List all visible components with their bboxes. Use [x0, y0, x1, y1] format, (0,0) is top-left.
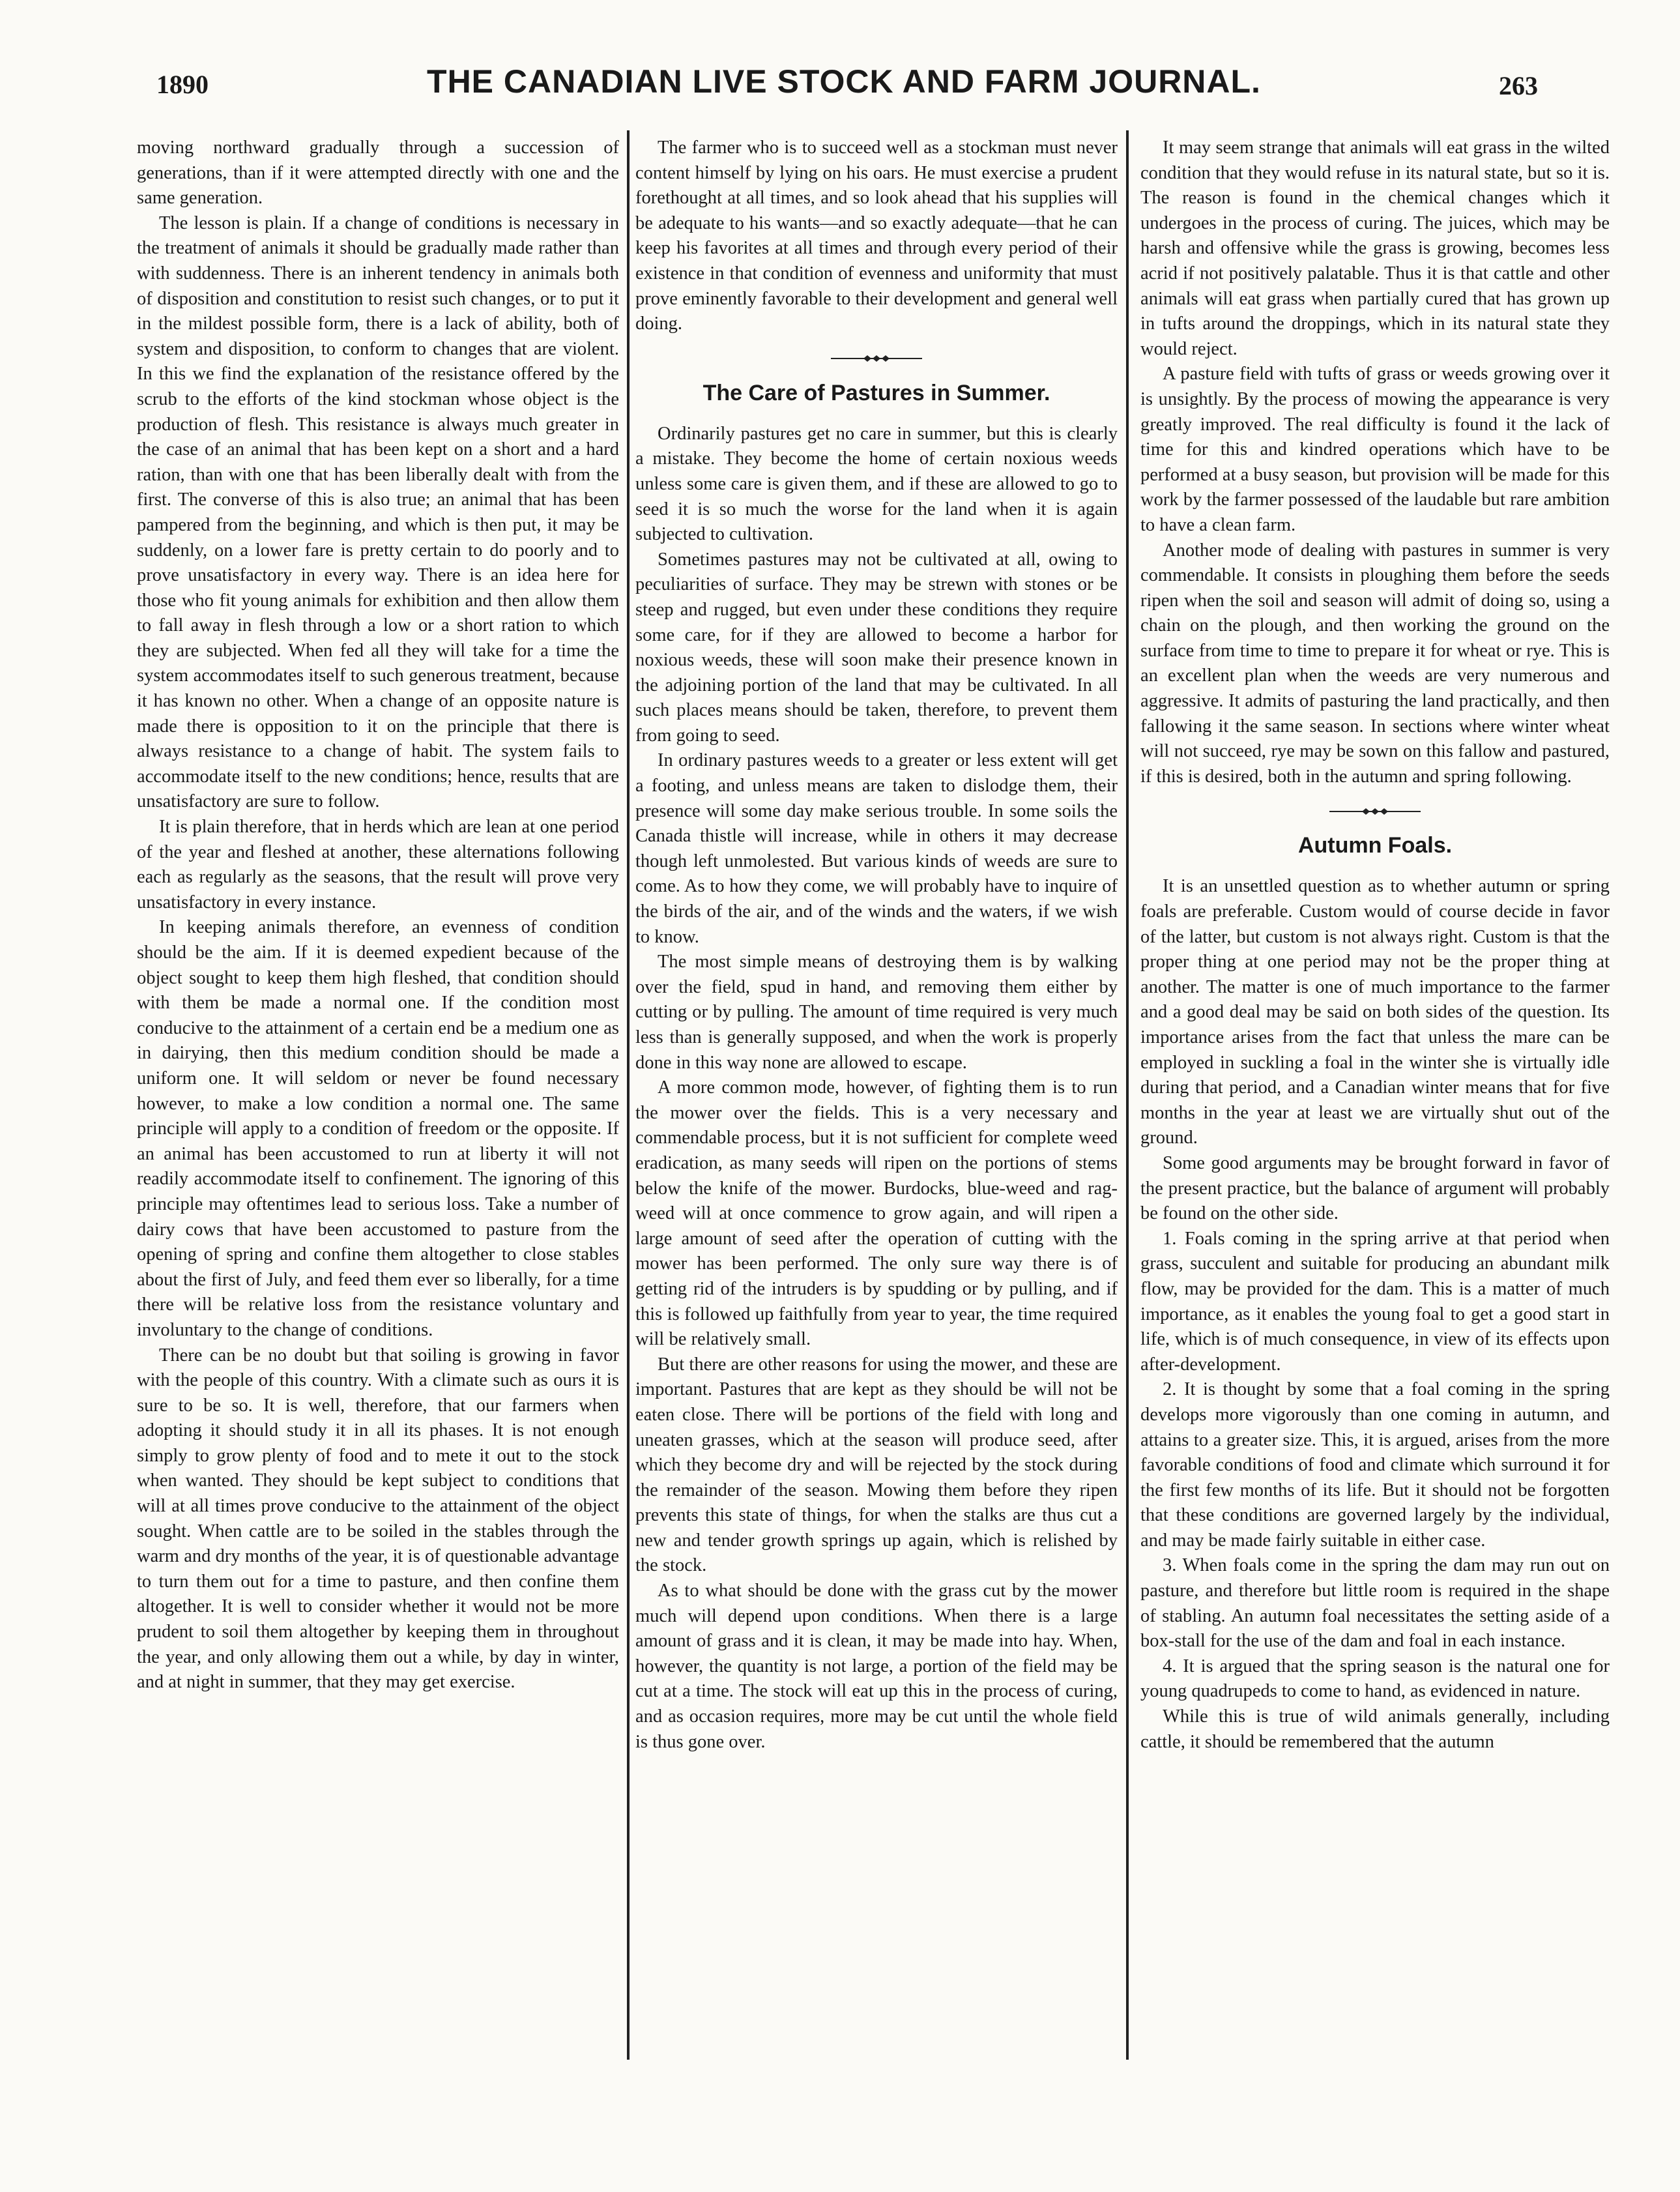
column-2 — [635, 136, 1118, 1755]
page-year: 1890 — [156, 70, 209, 99]
divider-ornament-icon — [831, 354, 922, 363]
paragraph: Sometimes pastures may not be cultivated at all, owing to peculiarities of surface. They may be strewn with stones or be steep and rugged, but even under these conditions they require some care, for if they are allowed to become a harbor for noxious weeds, these will soon make their presence known in the adjoining portion of the land that may be cultivated. In all such places means should be taken, therefore, to prevent them from going to seed. — [635, 549, 1118, 746]
paragraph: In ordinary pastures weeds to a greater or less extent will get a footing, and unless means are taken to dislodge them, their presence will some day make serious trouble. In some soils the Canada thistle will increase, while in others it may decrease though left unmolested. But various kinds of weeds are sure to come. As to how they come, we will probably have to inquire of the birds of the air, and of the winds and the waters, if we wish to know. — [635, 750, 1118, 947]
paragraph: A more common mode, however, of fighting them is to run the mower over the fields. This is a very necessary and commendable process, but it is not sufficient for complete weed eradication, as many seeds will ripen on the portions of stems below the knife of the mower. Burdocks, blue-weed and rag-weed will at once commence to grow again, and will ripen a large amount of seed after the operation of cutting with the mower has been performed. The only sure way there is of getting rid of the intruders is by spudding or by pulling, and if this is followed up faithfully from year to year, the time required will be relatively small. — [635, 1077, 1118, 1350]
paragraph: There can be no doubt but that soiling is growing in favor with the people of this country. With a climate such as ours it is sure to be so. It is well, therefore, that our farmers when adopting it should study it in all its phases. It is not enough simply to grow plenty of food and to mete it out to the stock when wanted. They should be kept subject to conditions that will at all times prove conducive to the attainment of the object sought. When cattle are to be soiled in the stables through the warm and dry months of the year, it is of questionable advantage to turn them out for a time to pasture, and then confine them altogether. It is well to consider whether it would not be more prudent to soil them altogether by keeping them in throughout the year, and only allowing them out a while, by day in winter, and at night in summer, that they may get exercise. — [137, 1345, 619, 1693]
paragraph: But there are other reasons for using the mower, and these are important. Pastures that are kept as they should be will not be eaten close. There will be portions of the field with long and uneaten grasses, which at the season will produce seed, after which they become dry and will be rejected by the stock during the remainder of the season. Mowing them before they ripen prevents this state of things, for when the stalks are thus cut a new and tender growth springs up again, which is relished by the stock. — [635, 1354, 1118, 1576]
paragraph: The farmer who is to succeed well as a stockman must never content himself by lying on his oars. He must exercise a prudent forethought at all times, and so look ahead that his supplies will be adequate to his wants—and so exactly adequate—that he can keep his favorites at all times and through every period of their existence in that condition of evenness and uniformity that must prove eminently favorable to their development and general well doing. — [635, 138, 1118, 334]
paragraph: It is an unsettled question as to whether autumn or spring foals are preferable. Custom would of course decide in favor of the latter, but custom is not always right. Custom is that the proper thing at one period may not be the proper thing at another. The matter is one of much importance to the farmer and a good deal may be said on both sides of the question. Its importance arises from the fact that unless the mare can be employed in suckling a foal in the winter she is virtually idle during that period, and a Canadian winter means that for five months in the year at least we are virtually shut out of the ground. — [1140, 876, 1610, 1148]
article-heading: Autumn Foals. — [1297, 833, 1453, 858]
column-rule — [627, 130, 630, 2060]
column-3 — [1140, 136, 1610, 1755]
paragraph: Some good arguments may be brought forward in favor of the present practice, but the balance of argument will probably be found on the other side. — [1140, 1152, 1610, 1224]
article-heading: The Care of Pastures in Summer. — [702, 380, 1050, 405]
paragraph: The lesson is plain. If a change of conditions is necessary in the treatment of animals it should be gradually made rather than with suddenness. There is an inherent tendency in animals both of disposition and constitution to resist such changes, or to put it in the mildest possible form, there is a lack of ability, both of system and disposition, to conform to changes that are violent. In this we find the explanation of the resistance offered by the scrub to the efforts of the kind stockman whose object is the production of flesh. This resistance is always much greater in the case of an animal that has been kept on a short and a hard ration, than with one that has been liberally dealt with from the first. The converse of this is also true; an animal that has been pampered from the beginning, and which is then put, it may be suddenly, on a lower fare is pretty certain to do poorly and to prove unsatisfactory in every way. There is an idea here for those who fit young animals for exhibition and then allow them to fall away in flesh through a low or a short ration to which they are subjected. When fed all they will take for a time the system accommodates itself to such generous treatment, because it has known no other. When a change of an opposite nature is made there is opposition to it on the principle that there is always resistance to a change of habit. The system fails to accommodate itself to the new conditions; hence, results that are unsatisfactory are sure to follow. — [137, 212, 619, 812]
section-divider — [635, 337, 1118, 379]
paragraph: Ordinarily pastures get no care in summer, but this is clearly a mistake. They become the home of certain noxious weeds unless some care is given them, and if these are allowed to go to seed it is so much the worse for the land when it is again subjected to cultivation. — [635, 423, 1118, 545]
journal-title: THE CANADIAN LIVE STOCK AND FARM JOURNAL. — [427, 63, 1261, 100]
paragraph: A pasture field with tufts of grass or weeds growing over it is unsightly. By the process of mowing the appearance is very greatly improved. The real difficulty is found it the lack of time for this and kindred operations which have to be performed at a busy season, but provision will be made for this work by the farmer possessed of the laudable but rare ambition to have a clean farm. — [1140, 364, 1610, 535]
paragraph: As to what should be done with the grass cut by the mower much will depend upon conditions. When there is a large amount of grass and it is clean, it may be made into hay. When, however, the quantity is not large, a portion of the field may be cut at a time. The stock will eat up this in the process of curing, and as occasion requires, more may be cut until the whole field is thus gone over. — [635, 1581, 1118, 1752]
paragraph: In keeping animals therefore, an evenness of condition should be the aim. If it is deemed expedient because of the object sought to keep them high fleshed, that condition should with them be made a normal one. If the condition most conducive to the attainment of a certain end be a medium one as in dairying, then this medium condition should be made a uniform one. It will seldom or never be found necessary however, to make a low condition a normal one. The same principle will apply to a condition of freedom or the opposite. If an animal has been accustomed to run at liberty it will not readily accommodate itself to confinement. The ignoring of this principle may oftentimes lead to serious loss. Take a number of dairy cows that have been accustomed to pasture from the opening of spring and confine them altogether to close stables about the first of July, and feed them ever so liberally, for a time there will be relative loss from the resistance voluntary and involuntary to the change of conditions. — [137, 917, 619, 1340]
section-divider — [1140, 789, 1610, 831]
divider-ornament-icon — [1329, 807, 1421, 816]
page-number: 263 — [1499, 71, 1538, 100]
paragraph: 1. Foals coming in the spring arrive at that period when grass, succulent and suitable for producing an abundant milk flow, may be provided for the dam. This is a matter of much importance, as it enables the young foal to get a good start in life, which is of much consequence, in view of its effects upon after-development. — [1140, 1228, 1610, 1375]
paragraph: moving northward gradually through a succession of generations, than if it were attempted directly with one and the same generation. — [137, 138, 619, 209]
paragraph: 3. When foals come in the spring the dam may run out on pasture, and therefore but little room is required in the shape of stabling. An autumn foal necessitates the setting aside of a box-stall for the use of the dam and foal in each instance. — [1140, 1555, 1610, 1652]
paragraph: While this is true of wild animals generally, including cattle, it should be remembered that the autumn — [1140, 1706, 1610, 1752]
paragraph: It is plain therefore, that in herds which are lean at one period of the year and fleshed at another, these alternations following each as regularly as the seasons, that the result will prove very unsatisfactory in every instance. — [137, 817, 619, 913]
paragraph: 2. It is thought by some that a foal coming in the spring develops more vigorously than one coming in autumn, and attains to a greater size. This, it is argued, arises from the more favorable conditions of food and climate which surround it for the first few months of its life. But it should not be forgotten that these conditions are governed largely by the individual, and may be made fairly suitable in either case. — [1140, 1379, 1610, 1551]
column-1 — [137, 136, 619, 1695]
column-rule — [1126, 130, 1129, 2060]
page-header — [150, 63, 1538, 119]
paragraph: 4. It is argued that the spring season is the natural one for young quadrupeds to come to hand, as evidenced in nature. — [1140, 1656, 1610, 1702]
paragraph: Another mode of dealing with pastures in summer is very commendable. It consists in ploughing them before the seeds ripen when the soil and season will admit of doing so, using a chain on the plough, and then working the ground on the surface from time to time to prepare it for wheat or rye. This is an excellent plan when the weeds are very numerous and aggressive. It admits of pasturing the land practically, and then fallowing it the same season. In sections where winter wheat will not succeed, rye may be sown on this fallow and pastured, if this is desired, both in the autumn and spring following. — [1140, 540, 1610, 787]
paragraph: The most simple means of destroying them is by walking over the field, spud in hand, and removing them either by cutting or by pulling. The amount of time required is very much less than is generally supposed, and when the work is properly done in this way none are allowed to escape. — [635, 952, 1118, 1073]
paragraph: It may seem strange that animals will eat grass in the wilted condition that they would refuse in its natural state, but so it is. The reason is found in the chemical changes which it undergoes in the process of curing. The juices, which may be harsh and offensive while the grass is growing, becomes less acrid if not positively palatable. Thus it is that cattle and other animals will eat grass when partially cured that has grown up in tufts around the droppings, which in its natural state they would reject. — [1140, 138, 1610, 359]
